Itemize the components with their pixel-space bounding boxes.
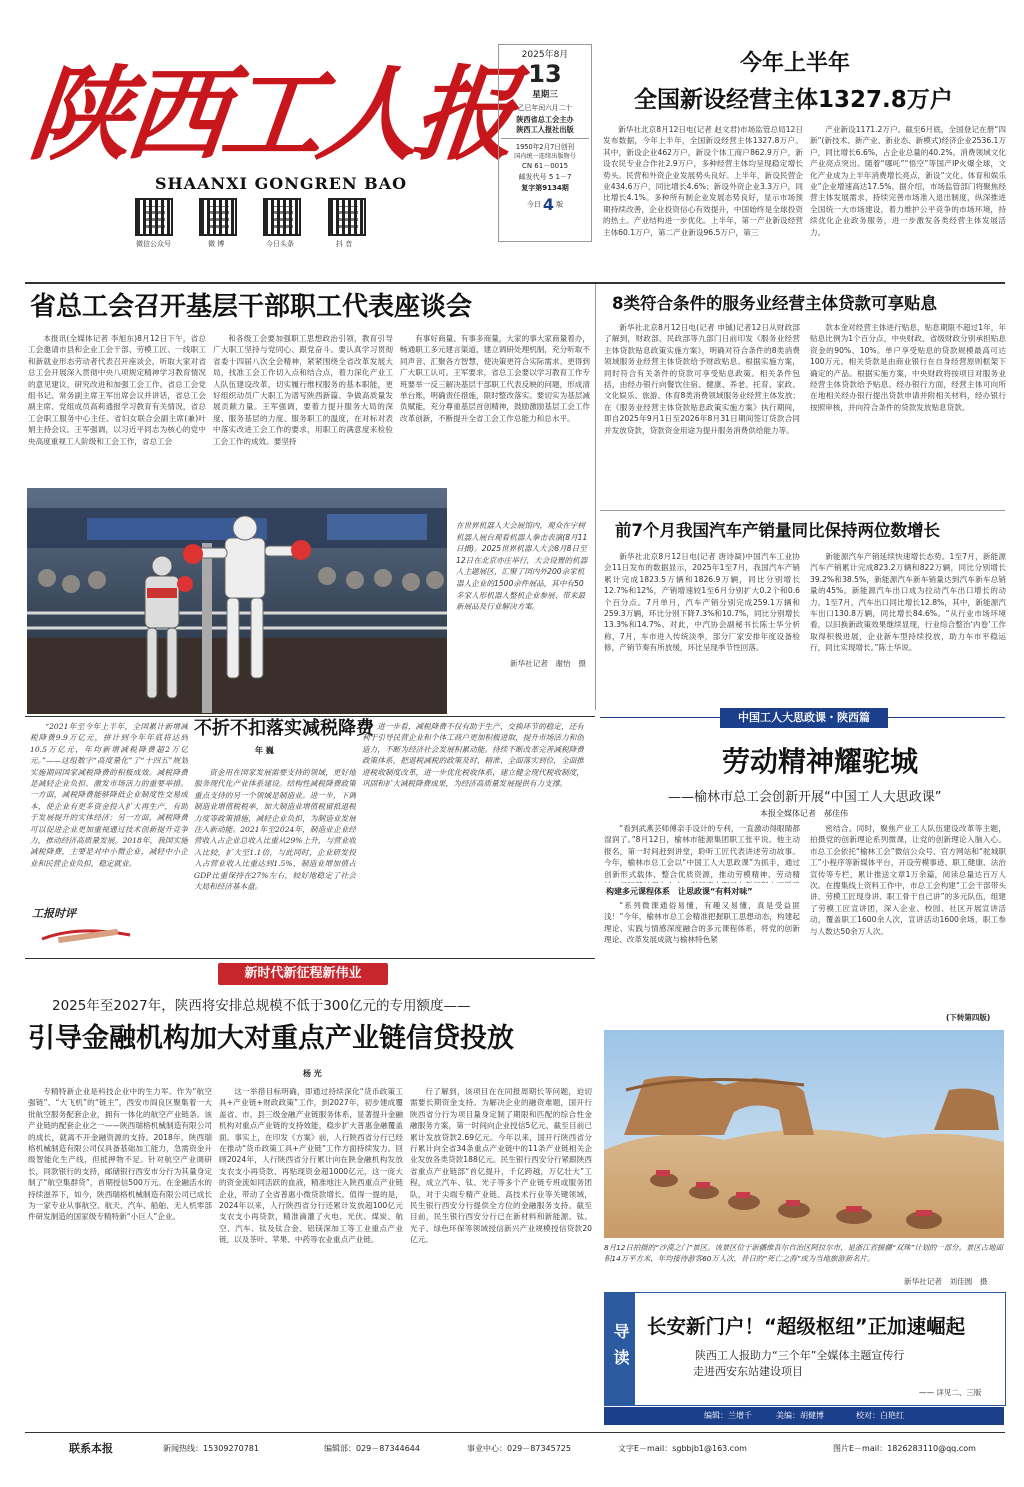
- guide-line1: 陕西工人报助力“三个年”全媒体主题宣传行: [695, 1349, 905, 1362]
- lead-col2: 和各级工会要加强职工思想政治引领，教育引导广大职工坚持与党同心、跟党奋斗。要认真学习贯彻省委十四届八次全会精神，紧紧围绕全省改革发展大局，找准工会工作切入点和结合点，着力深化产业工人队伍建设改革，切实履行维权服务的基本职能，更好组织动员广大职工为谱写陕西新篇、争做高质量发展贡献力量。王军强调，要着力提升服务大局的深度、服务基层的力度、服务职工的温度，在对标对表中落实改进工会工作的要求，用职工的满意度来检验工会工作的成效。要坚持: [213, 334, 393, 446]
- top-story-col2: 产业新设1171.2万户。截至6月底，全国登记在册“四新”(新技术、新产业、新业态、新模式)经济企业2536.1万户，同比增长6.6%，占企业总量的40.2%。消费领域文化产业亮点突出。随着“哪吒”“悟空”等国产IP火爆全球，文化产业成为上半年消费增长亮点，新设“文化、体育和娱乐业”企业增速高达17.5%。据介绍，市场监管部门将聚焦经营主体发展需求，持续完善市场准入退出制度，纵深推进全国统一大市场建设，着力维护公平竞争的市场环境，持续优化企业政务服务，进一步激发各类经营主体发展活力。: [810, 125, 1006, 237]
- post-code: 邮发代号 5 1－7: [518, 173, 572, 181]
- date-box: [498, 44, 592, 242]
- loan-col1: 新华社北京8月12日电(记者 申铖)记者12日从财政部了解到，财政部、民政部等九部门日前印发《服务业经营主体贷款贴息政策实施方案》，明确对符合条件的8类消费领域服务业经营主体贷款给予财政贴息。根据实施方案，同时符合有关条件的贷款可享受贴息政策。相关条件包括，由经办银行向餐饮住宿、健康、养老、托育、家政、文化娱乐、旅游、体育8类消费领域服务业经营主体发放；在《服务业经营主体贷款贴息政策实施方案》执行期间，即自2025年9月1日至2026年8月31日期间签订贷款合同并发放贷款，贷款资金用途为提升服务消费供给能力等。: [604, 323, 800, 435]
- top-story-headline-1: 今年上半年: [740, 51, 851, 76]
- desert-photo-credit: 新华社记者 刘佳圆 摄: [904, 1277, 988, 1286]
- guide-ref: —— 详见二、三版: [919, 1388, 982, 1397]
- labor-banner-label: 中国工人大思政课・陕西篇: [720, 708, 888, 728]
- loan-headline: 8类符合条件的服务业经营主体贷款可享贴息: [612, 294, 937, 313]
- commentary-badge: [32, 905, 142, 949]
- labor-subtitle: ——榆林市总工会创新开展“中国工人大思政课”: [668, 790, 942, 805]
- sponsor: 陕西省总工会主办: [516, 115, 574, 124]
- commentary-badge-label: 工报时评: [32, 907, 76, 920]
- divider: [25, 282, 1005, 284]
- auto-headline: 前7个月我国汽车产销量同比保持两位数增长: [615, 521, 940, 540]
- qr-label: 微信公众号: [136, 240, 171, 248]
- commentary-headline: 不折不扣落实减税降费: [194, 718, 374, 739]
- footer-news-hotline: 新闻热线：15309270781: [163, 1444, 259, 1453]
- weekday: 星期三: [532, 90, 558, 100]
- robot-boxing-photo: [27, 488, 447, 714]
- desert-photo-caption: 8月12日拍摄的“沙漠之门”景区。该景区位于新疆维吾尔自治区阿拉尔市，是浙江省援疆“双珠”计划的一部分。景区占地面积14万平方米，年均接待游客60万人次，昔日的“死亡之海”成为当地旅游新名片。: [604, 1243, 1003, 1264]
- robot-photo-caption: 在世界机器人大会展馆内，观众在宇树机器人展台观看机器人拳击表演(8月11日摄)。2025世界机器人大会8月8日至12日在北京亦庄举行，大会设置的机器人主题展区，汇聚了国内外200余家机器人企业的1500余件展品，其中有50多家人形机器人整机企业参展、带来最新展品及行业解决方案。: [456, 521, 588, 612]
- commentary-col1: “2021年至今年上半年，全国累计新增减税降费9.9万亿元，拼计到今年年底将达到10.5万亿元，年均新增减税降费超2万亿元。”——这组数字“高度量化”了“十四五”规划实施期间国家减税降费的积极成效。减税降费是减轻企业负担、激发市场活力的重要举措。一方面，减税降费能够降低企业制度性交易成本，使企业有更多资金投入扩大再生产，有助于发展提升的实体经济；另一方面，减税降费可以促进企业更加重视通过技术创新提升竞争力，推动经济高质量发展。2018年，我国实施减税降费，主要是对中小微企业，减轻中小企业和民营企业负担，稳定就业。: [30, 722, 188, 868]
- publisher: 陕西工人报社出版: [516, 125, 574, 134]
- desert-gate-photo: [604, 1030, 1004, 1238]
- guide-box[interactable]: [604, 1292, 1006, 1406]
- qr-label: 微 博: [208, 240, 225, 248]
- loan-col2: 款本金对经营主体进行贴息，贴息期限不超过1年，年贴息比例为1个百分点，中央财政、省级财政分别承担贴息资金的90%、10%。单户享受贴息的贷款规模最高可达100万元。相关贷款是由商业银行在自身经营原则框架下确定的产品。根据实施方案，中央财政将按项目对服务业经营主体贷款给予贴息。经办银行方面，经营主体可向所在地相关经办银行提出贷款申请并附相关材料，经办银行按照审核，并向符合条件的贷款发放贴息贷款。: [810, 323, 1006, 412]
- qr-code-weibo[interactable]: [199, 198, 237, 236]
- issue-number: 复字第9134期: [521, 184, 569, 192]
- cn-label: 国内统一连续出版物号: [514, 153, 576, 160]
- lead-headline: 省总工会召开基层干部职工代表座谈会: [30, 292, 473, 322]
- footer-business-phone: 事业中心：029－87345725: [467, 1444, 571, 1453]
- labor-col2: 密结合。同时，聚焦产业工人队伍建设改革等主题，拍摄党的创新理论系列微课，让党的创新理论入脑入心。市总工会依托“榆林工会”微信公众号、官方网站和“驼城职工”小程序等新媒体平台，开设劳模事迹、职工健康、法治宣传等专栏，累计推送文章1万余篇，阅读总量达百万人次。在搜集线上资料工作中，市总工会构建“工会干部带头讲、劳模工匠现身讲、职工骨干自己讲”的多元队伍，组建了劳模工匠宣讲团，深入企业、校园、社区开展宣讲活动，覆盖职工1600余人次，宣讲活动1600余场，职工参与人数达50余万人次。: [810, 824, 1006, 936]
- masthead-title: 陕西工人报: [23, 55, 517, 175]
- finance-col2: 这一举措目标明确，即通过持续深化“货币政策工具+产业链+财政政策”工作，到2027年，初步建成覆盖省、市、县三级金融产业链服务体系，显著提升金融机构对重点产业链的支持效能，稳步扩大普惠金融覆盖面。事实上，在印发《方案》前，人行陕西省分行已经在推动“货币政策工具+产业链”工作方面持续发力。回顾2024年，人行陕西省分行累计向在陕金融机构发放支农支小再贷款、再贴现资金超1000亿元，这一庞大的资金流如同活跃的血液，精准地注入陕西重点产业链企业，带动了全省普惠小微贷款增长。值得一提的是，2024年以来，人行陕西省分行还累计发放超100亿元支农支小再贷款，精准滴灌了火电、光伏、煤炭、航空、汽车、钛及钛合金、铝镁深加工等工业重点产业链，以及茶叶、苹果、中药等农业重点产业链。: [219, 1087, 403, 1245]
- proofreader-name: 校对：白艳红: [856, 1411, 904, 1420]
- divider: [25, 958, 595, 959]
- top-story-col1: 新华社北京8月12日电(记者 赵文君)市场监管总局12日发布数据，今年上半年，全国新设经营主体1327.8万户。其中，新设企业462万户，新设个体工商户862.9万户，新设农民专业合作社2.9万户，多种经营主体均呈现稳定增长势头。民营和外资企业发展势头良好。上半年，新设民营企业434.6万户，同比增长4.6%；新设外资企业3.3万户，同比增长4.1%。多种所有制企业发展态势良好，显示市场预期持续改善，企业投资信心有效提升，中国始终是全球投资的热土。产业结构进一步优化。上半年，第一产业新设经营主体60.1万户，第二产业新设96.5万户，第三: [603, 125, 803, 237]
- pencil-ruler-icon: [38, 921, 138, 945]
- editors-bar: [604, 1407, 1004, 1425]
- auto-col2: 新能源汽车产销延续快速增长态势。1至7月，新能源汽车产销累计完成823.2万辆和822万辆，同比分别增长39.2%和38.5%，新能源汽车新车销量达到汽车新车总销量的45%。新能源汽车出口成为拉动汽车出口增长的动力。1至7月，汽车出口同比增长12.8%，其中，新能源汽车出口130.8万辆，同比增长84.6%。“从行业市场环境看，以旧换新政策效果继续显现，行业综合整治‘内卷’工作取得积极进展，企业新车型持续投放，助力车市平稳运行，同比实现增长。”陈士华说。: [810, 552, 1006, 653]
- labor-banner: [600, 708, 1005, 728]
- finance-banner: 新时代新征程新伟业: [218, 963, 388, 985]
- divider: [595, 284, 596, 710]
- finance-author: 杨 光: [303, 1069, 322, 1078]
- footer-rule: [25, 1432, 1005, 1433]
- lead-col3: 有事好商量、有事多商量，大家的事大家商量着办，畅通职工多元建言渠道，建立调研处理机制，充分听取不同声音、汇聚各方智慧，使决策更符合实际需求、更得到广大职工认可。王军要求，省总工会要以学习教育工作专班要举一反三解决基层干部职工代表反映的问题，形成清单台账，明确责任措施，限时整改落实。要切实为基层减负赋能，充分尊重基层首创精神，鼓励激励基层工会工作改革创新，不断提升全省工会工作总能力和总水平。: [400, 334, 590, 423]
- cn-number: CN 61－0015: [521, 162, 569, 170]
- qr-label: 抖 音: [336, 240, 353, 248]
- labor-subhead: 构建多元课程体系 让思政课“有料对味”: [606, 887, 753, 896]
- finance-kicker: 2025年至2027年，陕西将安排总规模不低于300亿元的专用额度——: [52, 998, 471, 1014]
- footer-photo-email[interactable]: 图片E－mail：1826283110@qq.com: [833, 1444, 976, 1453]
- qr-code-toutiao[interactable]: [263, 198, 301, 236]
- labor-headline: 劳动精神耀驼城: [722, 745, 919, 778]
- finance-headline: 引导金融机构加大对重点产业链信贷投放: [28, 1023, 514, 1054]
- labor-byline: 本报全媒体记者 郝佳伟: [760, 809, 848, 818]
- footer-editorial-phone: 编辑部：029－87344644: [324, 1444, 420, 1453]
- qr-code-douyin[interactable]: [328, 198, 366, 236]
- lunar-date: 乙巳年闰六月二十: [517, 104, 573, 112]
- labor-col1: “看到武燕芸师傅亲手设计的专利，一直激动得眼睛都湿润了。”8月12日，榆林市能源集团职工张平说。他主动报名，第一时间赶到讲堂，聆听工匠代表讲述劳动故事。今年，榆林市总工会以“中国工人大思政课”为抓手，通过创新形式载体、整合优质资源，推动劳模精神、劳动精: [604, 824, 800, 879]
- lead-col1: 本报讯(全媒体记者 李旭东)8月12日下午，省总工会邀请市县和企业工会干部、劳模工匠、一线职工和新就业形态劳动者代表召开座谈会，听取大家对省总工会开展深入贯彻中央八项规定精神学习教育情况的意见建议，研究改进和加强工会工作。省总工会党组书记、常务副主席王军出席会议并讲话，省总工会副主席、党组成员高莉通报学习教育有关情况，省总工会职工服务中心主任、省妇女联合会副主席(兼)叶娟主持会议。王军强调，以习近平同志为核心的党中央高度重视工人阶级和工会工作，省总工会: [28, 334, 206, 446]
- divider: [600, 510, 1005, 511]
- commentary-author: 年 巍: [255, 746, 274, 755]
- qr-code-wechat[interactable]: [135, 198, 173, 236]
- commentary-col3: 进一步看，减税降费不仅有助于生产、交换环节的稳定，还有利于引导民营企业和个体工商户更加积极进取，提升市场活力和创造力，不断为经济社会发展积累动能。持续不断改革完善减税降费政策体系，把退税减税的政策及时、精准、全面落实到位，全面推进税收制度改革，进一步优化税收体系，建立健全现代税收制度，巩固和扩大减税降费成果，为经济高质量发展提供有力支撑。: [362, 722, 584, 789]
- labor-continued: (下转第四版): [946, 1013, 991, 1022]
- date-year-month: 2025年8月: [521, 50, 569, 60]
- auto-col1: 新华社北京8月12日电(记者 唐诗凝)中国汽车工业协会11日发布的数据显示，2025年1至7月，我国汽车产销累计完成1823.5万辆和1826.9万辆，同比分别增长12.7%和12%，产销增速较1至6月分别扩大0.2个和0.6个百分点。7月单月，汽车产销分别完成259.1万辆和259.3万辆，环比分别下降7.3%和10.7%，同比分别增长13.3%和14.7%。对此，中汽协会副秘书长陈士华分析称，7月，车市进入传统淡季，部分厂家安排年度设备检修，产销节奏有所放缓，环比呈现季节性回落。: [604, 552, 800, 653]
- date-day: 13: [528, 60, 562, 88]
- guide-headline: 长安新门户！“超级枢纽”正加速崛起: [647, 1315, 966, 1338]
- editor-name: 编辑：兰增千: [704, 1411, 752, 1420]
- masthead: [0, 0, 600, 285]
- footer-label: 联系本报: [69, 1442, 113, 1455]
- commentary-col2: 资金用在国家发展需要支持的领域，更好地服务现代化产业体系建设。结构性减税降费政策重点支持的另一个领域是制造业。进一步，下调制造业增值税税率，加大制造业增值税留抵退税力度等政策措施，减轻企业负担，为制造业发展注入新动能。2021年至2024年，制造业企业经营收入占企业总收入比重从29%上升，与营业收入比较，扩大至1.1倍，与此同时，企业研发投入占营业收入比重达到1.5%，制造业增加值占GDP比重保持在27%左右，较好地稳定了社会大局和经济基本盘。: [194, 768, 356, 892]
- robot-photo-credit: 新华社记者 谢怡 摄: [510, 659, 586, 668]
- footer: [25, 1438, 1005, 1460]
- robot-photo-illustration: [27, 488, 447, 714]
- top-story-headline-2: 全国新设经营主体1327.8万户: [634, 87, 953, 113]
- guide-line2: 走进西安东站建设项目: [693, 1365, 803, 1378]
- art-editor-name: 美编：胡健博: [776, 1411, 824, 1420]
- qr-label: 今日头条: [266, 240, 294, 248]
- guide-label: 导读: [605, 1293, 635, 1405]
- masthead-title-en: SHAANXI GONGREN BAO: [155, 174, 408, 193]
- labor-col1b: “系列微课通俗易懂，有趣又易懂，真是受益匪浅！”今年，榆林市总工会精准把握职工思想动态，构建起理论、实践与情感深度融合的多元课程体系，将党的创新理论、改革发展成就与榆林特色紧: [604, 901, 800, 945]
- finance-col1: 专精特新企业是科技企业中的生力军。作为“航空强链”、“大飞机”的“链主”，西安市阎良区聚集着一大批航空服务配套企业，拥有一体化的航空产业链条。该产业链的配套企业之一——陕西瑞格机械制造有限公司的成长，就离不开金融资源的支持。2018年，陕西瑞格机械制造有限公司仅具备基础加工能力，急需资金升级智能化生产线，但抵押物不足。针对航空产业调研长，同款银行的支持，邮储银行西安市分行为其量身定制了“航空集群贷”，首期授信500万元。在金融活水的持续滋养下，如今，陕西瑞格机械制造有限公司已成长为一家专业从事航空、航天、汽车、船舶、无人机零部件研发制造的国家级专精特新“小巨人”企业。: [28, 1087, 212, 1222]
- finance-col3: 行了解到，该项目在在同报周期长等问题，迫切需要长期资金支持。为解决企业的融资难题，国开行陕西省分行为项目量身定制了期限和匹配的综合性金融服务方案，第一时间向企业授信5亿元，截至目前已累计发放贷款2.69亿元。今年以来，国开行陕西省分行累计向全省34条重点产业链中的11条产业链相关企业发放各类贷款188亿元。民生银行西安分行紧跟陕西省重点产业链部“首亿提升，千亿跨越，万亿壮大”工程，成立汽车、钛、光子等多个产业链专班或服务团队，对于尖端专精产业链、高技术行业等关键领域，民生银行西安分行提供全方位的金融服务支持。截至目前，民生银行西安分行已在新材料和新能源、钛、光子、绿色环保等领域授信新兴产业规模授信贷款20亿元。: [410, 1087, 592, 1245]
- page-count: 今日 4 版: [526, 195, 564, 214]
- founded-date: 1950年2月7日创刊: [515, 143, 575, 151]
- desert-photo-illustration: [604, 1030, 1004, 1238]
- footer-text-email[interactable]: 文字E－mail：sgbbjb1@163.com: [618, 1444, 747, 1453]
